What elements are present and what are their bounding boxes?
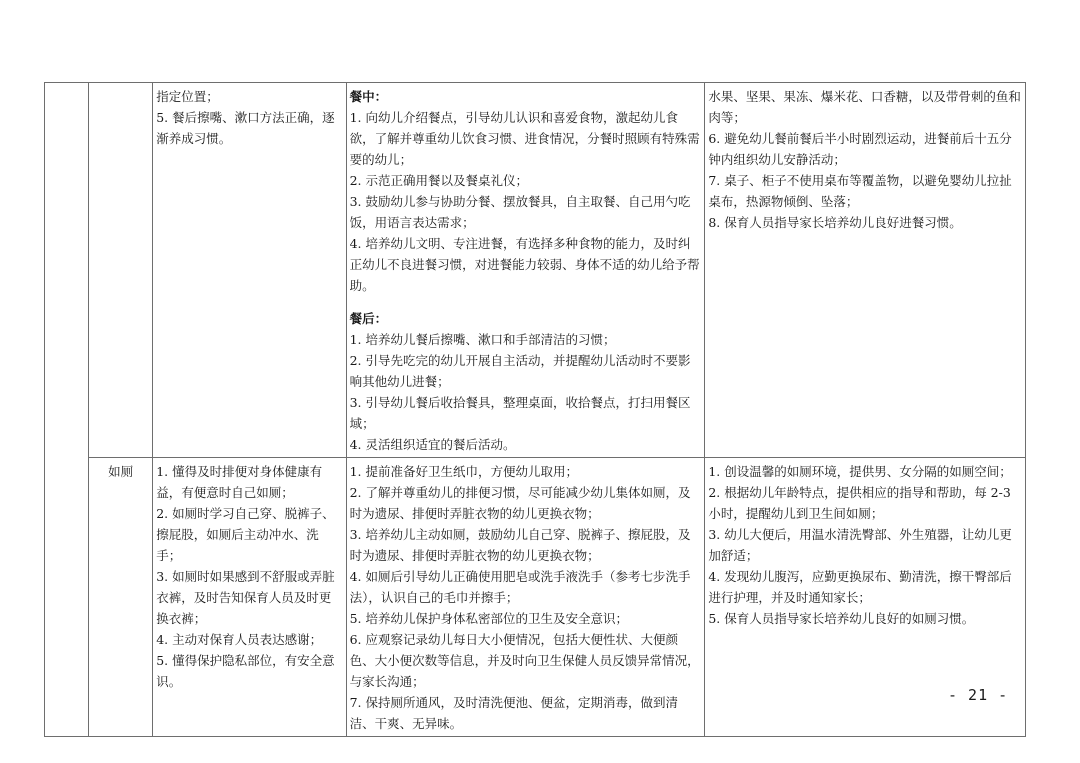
category-cell-toilet: 如厕 [89, 458, 153, 737]
measure-item: 4. 灵活组织适宜的餐后活动。 [349, 437, 516, 452]
notes-cell-meal [705, 83, 1026, 458]
during-meal-heading: 餐中： [349, 89, 388, 104]
measure-item: 3. 鼓励幼儿参与协助分餐、摆放餐具，自主取餐、自己用勺吃饭，用语言表达需求； [349, 194, 691, 230]
goal-item: 1. 懂得及时排便对身体健康有益，有便意时自己如厕； [156, 464, 323, 500]
goal-item: 5. 懂得保护隐私部位，有安全意识。 [156, 653, 335, 689]
after-meal-heading: 餐后： [349, 311, 388, 326]
table-row-meal [45, 83, 1026, 458]
goal-item: 指定位置； [156, 89, 219, 104]
measures-cell-toilet [346, 458, 705, 737]
care-guidelines-table [44, 82, 1056, 737]
measure-item: 2. 示范正确用餐以及餐桌礼仪； [349, 173, 528, 188]
measure-item: 3. 培养幼儿主动如厕，鼓励幼儿自己穿、脱裤子、擦屁股，及时为遗尿、排便时弄脏衣物的幼儿更换衣物； [349, 527, 691, 563]
measure-item: 4. 如厕后引导幼儿正确使用肥皂或洗手液洗手（参考七步洗手法），认识自己的毛巾并擦手； [349, 569, 691, 605]
measure-item: 6. 应观察记录幼儿每日大小便情况，包括大便性状、大便颜色、大小便次数等信息，并及时向卫生保健人员反馈异常情况，与家长沟通； [349, 632, 700, 689]
measure-item: 3. 引导幼儿餐后收拾餐具，整理桌面，收拾餐点，打扫用餐区域； [349, 395, 691, 431]
measure-item: 4. 培养幼儿文明、专注进餐，有选择多种食物的能力，及时纠正幼儿不良进餐习惯，对进餐能力较弱、身体不适的幼儿给予帮助。 [349, 236, 700, 293]
note-item: 8. 保育人员指导家长培养幼儿良好进餐习惯。 [708, 215, 962, 230]
note-item: 4. 发现幼儿腹泻，应勤更换尿布、勤清洗，擦干臀部后进行护理，并及时通知家长； [708, 569, 1012, 605]
goal-item: 3. 如厕时如果感到不舒服或弄脏衣裤，及时告知保育人员及时更换衣裤； [156, 569, 335, 626]
goal-item: 2. 如厕时学习自己穿、脱裤子、擦屁股，如厕后主动冲水、洗手； [156, 506, 335, 563]
note-item: 3. 幼儿大便后，用温水清洗臀部、外生殖器，让幼儿更加舒适； [708, 527, 1012, 563]
measure-item: 1. 提前准备好卫生纸巾，方便幼儿取用； [349, 464, 578, 479]
note-item: 1. 创设温馨的如厕环境，提供男、女分隔的如厕空间； 2. 根据幼儿年龄特点，提供相应的指导和帮助，每 2-3 小时，提醒幼儿到卫生间如厕； [708, 464, 1056, 521]
goal-item: 5. 餐后擦嘴、漱口方法正确，逐渐养成习惯。 [156, 110, 335, 146]
table-row-toilet [45, 458, 1026, 737]
measures-cell-meal [346, 83, 705, 458]
measure-item: 5. 培养幼儿保护身体私密部位的卫生及安全意识； [349, 611, 628, 626]
note-item: 7. 桌子、柜子不使用桌布等覆盖物，以避免婴幼儿拉扯桌布，热源物倾倒、坠落； [708, 173, 1012, 209]
measure-item: 1. 向幼儿介绍餐点，引导幼儿认识和喜爱食物，激起幼儿食欲，了解并尊重幼儿饮食习惯、进食情况，分餐时照顾有特殊需要的幼儿； [349, 110, 700, 167]
measure-item: 2. 了解并尊重幼儿的排便习惯，尽可能减少幼儿集体如厕，及时为遗尿、排便时弄脏衣物的幼儿更换衣物； [349, 485, 691, 521]
category-cell-meal [89, 83, 153, 458]
goal-item: 4. 主动对保育人员表达感谢； [156, 632, 323, 647]
goals-cell-toilet [153, 458, 346, 737]
measure-item: 7. 保持厕所通风，及时清洗便池、便盆，定期消毒，做到清洁、干爽、无异味。 [349, 695, 678, 731]
measure-item: 1. 培养幼儿餐后擦嘴、漱口和手部清洁的习惯； [349, 332, 616, 347]
note-item: 5. 保育人员指导家长培养幼儿良好的如厕习惯。 [708, 611, 975, 626]
note-item: 6. 避免幼儿餐前餐后半小时剧烈运动，进餐前后十五分钟内组织幼儿安静活动； [708, 131, 1012, 167]
measure-item: 2. 引导先吃完的幼儿开展自主活动，并提醒幼儿活动时不要影响其他幼儿进餐； [349, 353, 691, 389]
section-cell [45, 83, 89, 737]
goals-cell-meal [153, 83, 346, 458]
note-item: 水果、坚果、果冻、爆米花、口香糖，以及带骨刺的鱼和肉等； [708, 89, 1021, 125]
page-number: - 21 - [948, 686, 1009, 704]
